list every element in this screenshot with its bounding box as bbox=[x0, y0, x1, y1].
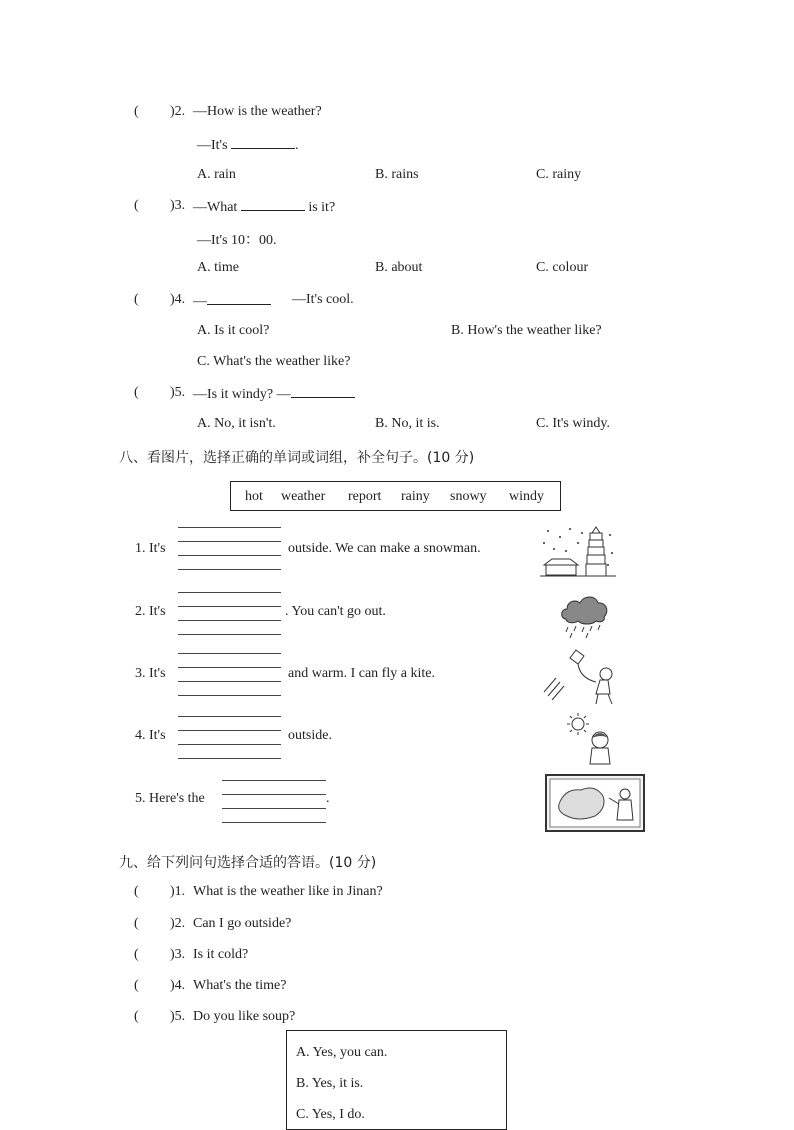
section-9-heading: 九、给下列问句选择合适的答语。(10 分) bbox=[119, 855, 377, 871]
kite-flying-picture bbox=[540, 648, 618, 706]
writing-line[interactable] bbox=[222, 808, 326, 809]
response-text: —It's cool. bbox=[292, 292, 354, 307]
answer-paren-open: ( bbox=[134, 1009, 139, 1024]
option-a: A. No, it isn't. bbox=[197, 416, 276, 431]
question-text: What's the time? bbox=[193, 978, 287, 993]
writing-line[interactable] bbox=[178, 620, 281, 621]
item-number: 5. Here's the bbox=[135, 791, 205, 806]
option-a: A. Is it cool? bbox=[197, 323, 270, 338]
question-number: )5. bbox=[170, 385, 186, 400]
question-number: )4. bbox=[170, 292, 186, 307]
option-c: C. colour bbox=[536, 260, 589, 275]
fill-blank[interactable] bbox=[291, 385, 355, 398]
question-prefix: — bbox=[193, 294, 207, 309]
question-line bbox=[193, 292, 271, 310]
answer-options-box bbox=[286, 1030, 507, 1130]
fill-blank[interactable] bbox=[241, 198, 305, 211]
writing-line[interactable] bbox=[178, 667, 281, 668]
weather-map-picture bbox=[545, 774, 645, 832]
question-number: )3. bbox=[170, 947, 186, 962]
writing-line[interactable] bbox=[178, 744, 281, 745]
option-c: C. rainy bbox=[536, 167, 582, 182]
question-number: )2. bbox=[170, 916, 186, 931]
writing-line[interactable] bbox=[178, 653, 281, 654]
answer-paren-open: ( bbox=[134, 884, 139, 899]
word-bank-item: windy bbox=[509, 489, 544, 504]
rain-cloud-picture bbox=[558, 591, 612, 639]
answer-paren-open: ( bbox=[134, 978, 139, 993]
response-suffix: . bbox=[295, 138, 299, 153]
question-number: )1. bbox=[170, 884, 186, 899]
answer-paren-open: ( bbox=[134, 385, 139, 400]
writing-line[interactable] bbox=[178, 730, 281, 731]
option-c: C. What's the weather like? bbox=[197, 354, 351, 369]
answer-option-c: C. Yes, I do. bbox=[296, 1107, 365, 1122]
writing-line[interactable] bbox=[178, 695, 281, 696]
item-text: outside. bbox=[288, 728, 332, 743]
writing-line[interactable] bbox=[178, 569, 281, 570]
writing-line[interactable] bbox=[178, 634, 281, 635]
question-text: Can I go outside? bbox=[193, 916, 292, 931]
fill-blank[interactable] bbox=[207, 292, 271, 305]
answer-paren-open: ( bbox=[134, 198, 139, 213]
question-number: )4. bbox=[170, 978, 186, 993]
item-text: and warm. I can fly a kite. bbox=[288, 666, 435, 681]
item-text: outside. We can make a snowman. bbox=[288, 541, 481, 556]
question-text: Is it cold? bbox=[193, 947, 249, 962]
option-b: B. rains bbox=[375, 167, 419, 182]
item-number: 1. It's bbox=[135, 541, 166, 556]
question-text: What is the weather like in Jinan? bbox=[193, 884, 383, 899]
answer-paren-open: ( bbox=[134, 292, 139, 307]
writing-line[interactable] bbox=[178, 716, 281, 717]
writing-line[interactable] bbox=[178, 681, 281, 682]
item-number: 4. It's bbox=[135, 728, 166, 743]
item-number: 2. It's bbox=[135, 604, 166, 619]
word-bank-item: weather bbox=[281, 489, 326, 504]
answer-paren-open: ( bbox=[134, 947, 139, 962]
option-a: A. rain bbox=[197, 167, 236, 182]
word-bank-item: snowy bbox=[450, 489, 487, 504]
sun-girl-picture bbox=[562, 712, 618, 770]
answer-paren-open: ( bbox=[134, 104, 139, 119]
writing-line[interactable] bbox=[222, 780, 326, 781]
word-bank-item: hot bbox=[245, 489, 263, 504]
writing-line[interactable] bbox=[178, 541, 281, 542]
writing-line[interactable] bbox=[222, 822, 326, 823]
question-text: Do you like soup? bbox=[193, 1009, 296, 1024]
item-number: 3. It's bbox=[135, 666, 166, 681]
writing-line[interactable] bbox=[178, 527, 281, 528]
question-number: )2. bbox=[170, 104, 186, 119]
writing-line[interactable] bbox=[178, 555, 281, 556]
question-number: )5. bbox=[170, 1009, 186, 1024]
question-number: )3. bbox=[170, 198, 186, 213]
word-bank-box bbox=[230, 481, 561, 511]
snowy-pagoda-picture bbox=[540, 525, 616, 579]
response-line bbox=[197, 136, 299, 154]
writing-line[interactable] bbox=[222, 794, 326, 795]
option-b: B. How's the weather like? bbox=[451, 323, 602, 338]
question-text: —Is it windy? — bbox=[193, 387, 291, 402]
option-a: A. time bbox=[197, 260, 239, 275]
answer-paren-open: ( bbox=[134, 916, 139, 931]
option-c: C. It's windy. bbox=[536, 416, 610, 431]
item-text: . bbox=[326, 791, 330, 806]
question-text: —How is the weather? bbox=[193, 104, 322, 119]
response-prefix: —It's bbox=[197, 138, 228, 153]
item-text: . You can't go out. bbox=[285, 604, 386, 619]
answer-option-a: A. Yes, you can. bbox=[296, 1045, 388, 1060]
writing-line[interactable] bbox=[178, 592, 281, 593]
section-8-heading: 八、看图片，选择正确的单词或词组，补全句子。(10 分) bbox=[119, 450, 475, 466]
question-prefix: —What bbox=[193, 200, 238, 215]
response-text: —It's 10：00. bbox=[197, 233, 277, 248]
option-b: B. No, it is. bbox=[375, 416, 440, 431]
writing-line[interactable] bbox=[178, 606, 281, 607]
option-b: B. about bbox=[375, 260, 423, 275]
question-line bbox=[193, 198, 335, 216]
writing-line[interactable] bbox=[178, 758, 281, 759]
fill-blank[interactable] bbox=[231, 136, 295, 149]
word-bank-item: report bbox=[348, 489, 382, 504]
word-bank-item: rainy bbox=[401, 489, 430, 504]
question-line bbox=[193, 385, 355, 403]
question-suffix: is it? bbox=[308, 200, 336, 215]
answer-option-b: B. Yes, it is. bbox=[296, 1076, 364, 1091]
